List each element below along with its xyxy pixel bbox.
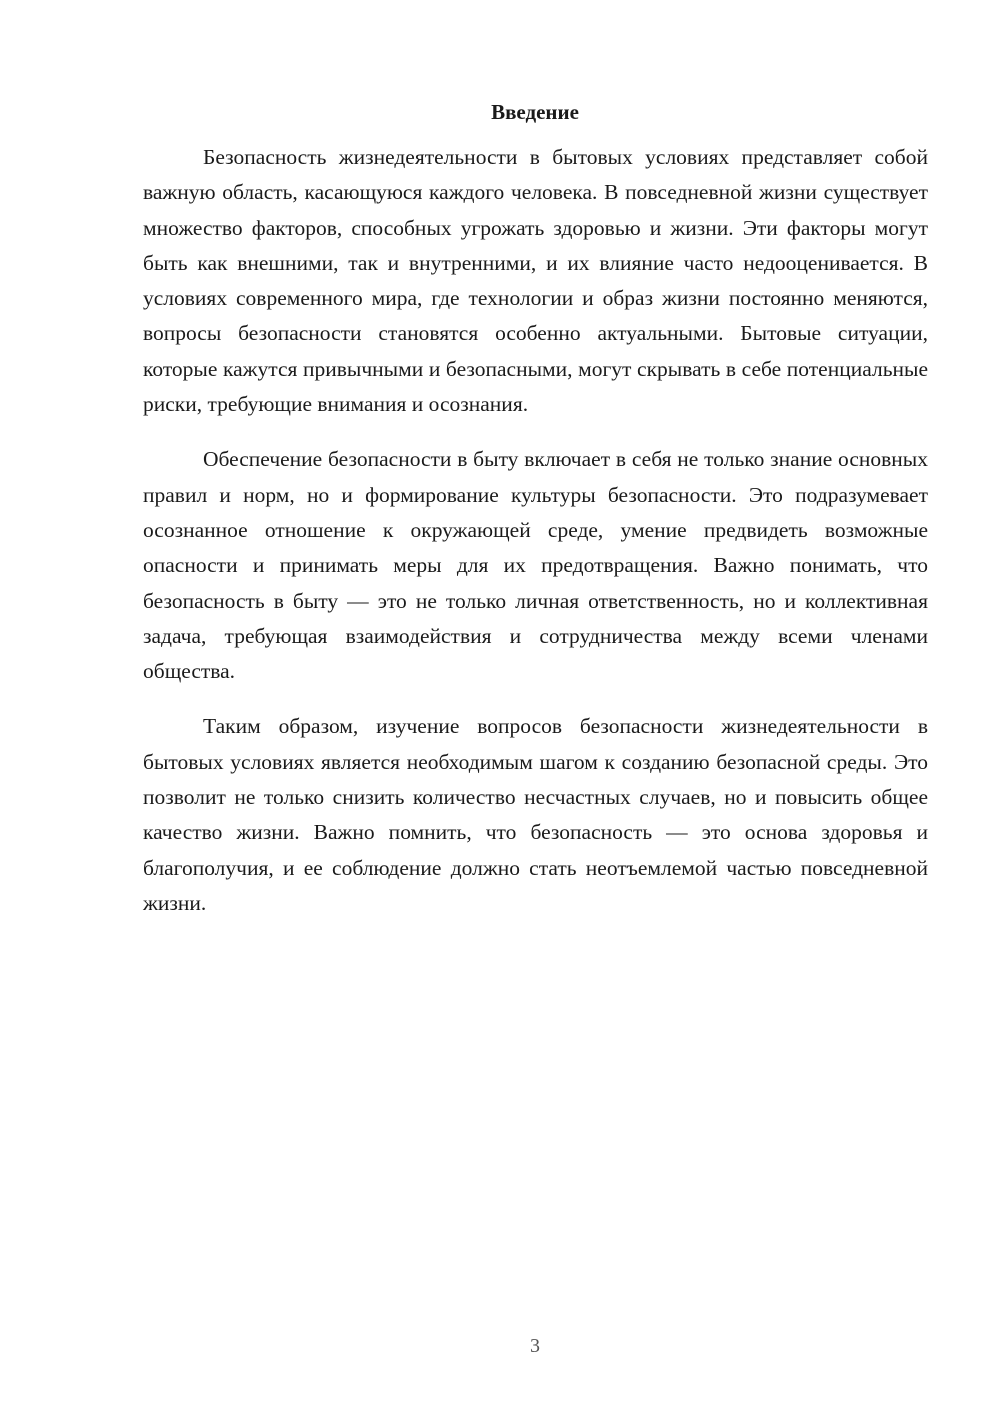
section-heading: Введение	[491, 100, 579, 124]
body-text	[143, 140, 928, 921]
paragraph-3: Таким образом, изучение вопросов безопасности жизнедеятельности в бытовых условиях является необходимым шагом к созданию безопасной среды. Это позволит не только снизить количество несчастных случаев, но и повысить общее качество жизни. Важно помнить, что безопасность — это основа здоровья и благополучия, и ее соблюдение должно стать неотъемлемой частью повседневной жизни.	[143, 714, 928, 915]
paragraph-1: Безопасность жизнедеятельности в бытовых условиях представляет собой важную область, касающуюся каждого человека. В повседневной жизни существует множество факторов, способных угрожать здоровью и жизни. Эти факторы могут быть как внешними, так и внутренними, и их влияние часто недооценивается. В условиях современного мира, где технологии и образ жизни постоянно меняются, вопросы безопасности становятся особенно актуальными. Бытовые ситуации, которые кажутся привычными и безопасными, могут скрывать в себе потенциальные риски, требующие внимания и осознания.	[143, 145, 928, 417]
paragraph-2: Обеспечение безопасности в быту включает в себя не только знание основных правил и норм, но и формирование культуры безопасности. Это подразумевает осознанное отношение к окружающей среде, умение предвидеть возможные опасности и принимать меры для их предотвращения. Важно понимать, что безопасность в быту — это не только личная ответственность, но и коллективная задача, требующая взаимодействия и сотрудничества между всеми членами общества.	[143, 447, 928, 684]
page-number: 3	[530, 1335, 540, 1357]
